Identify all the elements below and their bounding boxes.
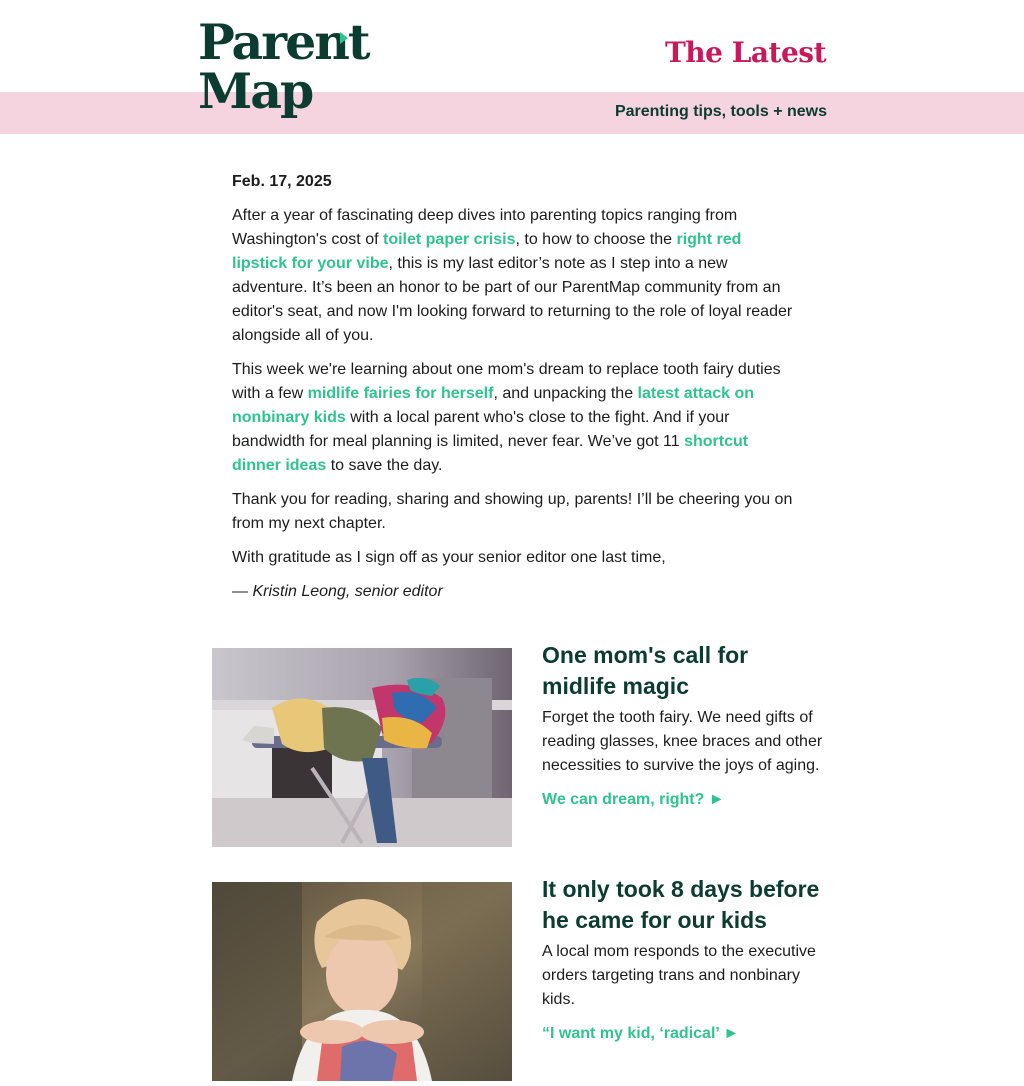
story-text (542, 874, 824, 1046)
text-run: , and unpacking the (493, 385, 638, 402)
parentmap-logo[interactable] (198, 13, 369, 120)
link-nonbinary-kids[interactable]: latest attack on nonbinary kids (232, 385, 755, 426)
header-band (0, 92, 1024, 134)
story-title[interactable]: It only took 8 days before he came for our kids (542, 876, 820, 933)
note-signature: — Kristin Leong, senior editor (232, 583, 443, 600)
photo-child-portrait (212, 882, 512, 1081)
newsletter-tagline: Parenting tips, tools + news (614, 103, 827, 120)
note-date: Feb. 17, 2025 (232, 173, 332, 190)
text-run: After a year of fascinating deep dives into parenting topics ranging from Washington's cost of (232, 207, 738, 248)
note-paragraph-3: Thank you for reading, sharing and showing up, parents! I’ll be cheering you on from my next chapter. (232, 491, 793, 532)
editor-note (232, 170, 794, 614)
note-paragraph-4: With gratitude as I sign off as your senior editor one last time, (232, 549, 666, 566)
story-title[interactable]: One mom's call for midlife magic (542, 642, 749, 699)
story-text (542, 640, 824, 812)
note-paragraph-2 (232, 358, 794, 478)
text-run: to save the day. (326, 457, 443, 474)
play-triangle-icon (340, 32, 348, 44)
link-red-lipstick[interactable]: right red lipstick for your vibe (232, 231, 742, 272)
photo-laundry-ironing (212, 648, 512, 847)
text-run: with a local parent who's close to the fight. And if your bandwidth for meal planning is limited, never fear. We’ve got 11 (232, 409, 730, 450)
text-run: This week we're learning about one mom's dream to replace tooth fairy duties with a few (232, 361, 781, 402)
text-run: , this is my last editor’s note as I step into a new adventure. It’s been an honor to be part of our ParentMap community from an editor's seat, and now I'm looking forward to returning to the role of loyal reader alongside all of you. (232, 255, 793, 344)
link-toilet-paper-crisis[interactable]: toilet paper crisis (382, 231, 516, 248)
story-image-nonbinary-kid[interactable] (212, 882, 512, 1081)
story-cta-link[interactable]: “I want my kid, ‘radical’ ► (542, 1025, 740, 1042)
story-image-tired-mom[interactable] (212, 648, 512, 847)
story-cta-link[interactable]: We can dream, right? ► (542, 791, 725, 808)
text-run: , to how to choose the (515, 231, 677, 248)
newsletter-title: The Latest (664, 36, 826, 69)
logo-text-map: Map (198, 62, 313, 120)
note-paragraph-1 (232, 204, 794, 348)
story-description: Forget the tooth fairy. We need gifts of reading glasses, knee braces and other necessities to survive the joys of aging. (542, 709, 823, 774)
logo-text-parent: Parent (198, 13, 369, 71)
email-header (0, 0, 1024, 134)
story-description: A local mom responds to the executive orders targeting trans and nonbinary kids. (542, 943, 816, 1008)
link-shortcut-dinner[interactable]: shortcut dinner ideas (232, 433, 749, 474)
link-midlife-fairies[interactable]: midlife fairies for herself (307, 385, 494, 402)
